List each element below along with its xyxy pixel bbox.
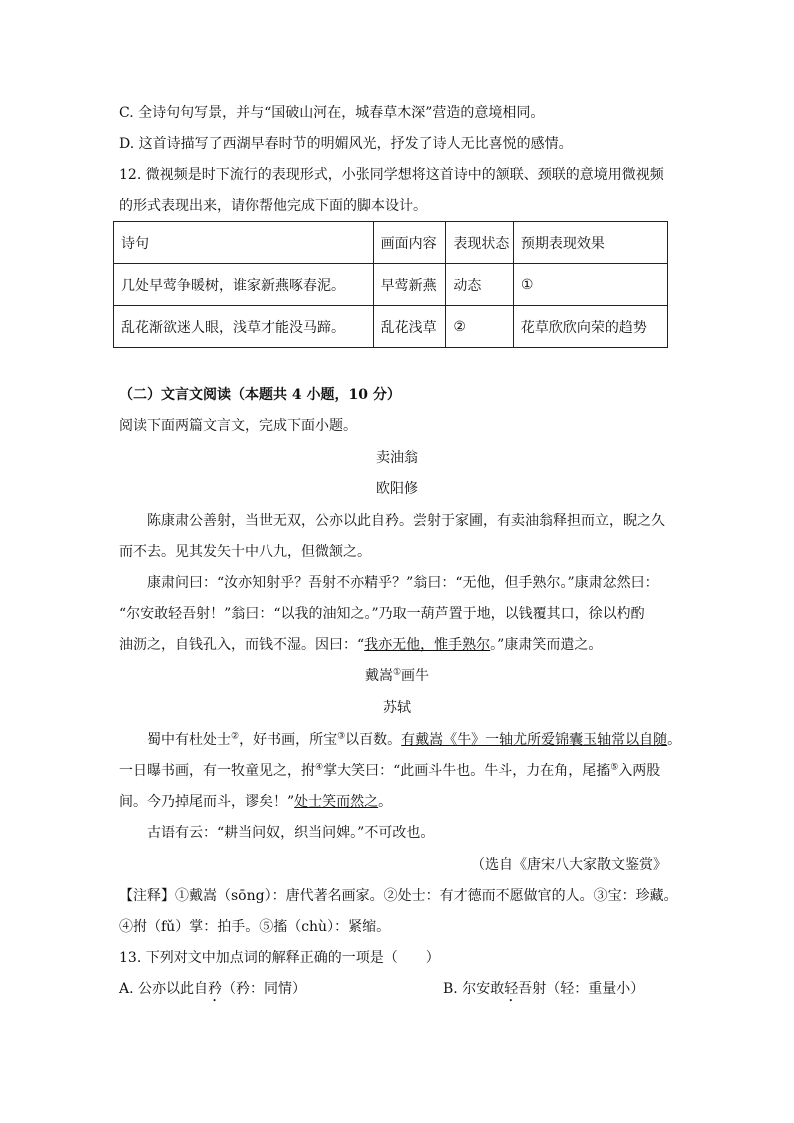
q11-option-d: D. 这首诗描写了西湖早春时节的明媚风光，抒发了诗人无比喜悦的感情。 — [119, 136, 573, 152]
q13-option-a: A. 公亦以此自矜（矜：同情） — [119, 981, 307, 997]
q13-stem: 13. 下列对文中加点词的解释正确的一项是（ ） — [119, 950, 440, 966]
text2-author: 苏轼 — [383, 700, 411, 716]
table-header-cell: 画面内容 — [373, 222, 446, 264]
footnote-marker: ③ — [337, 731, 346, 742]
table-row — [114, 306, 668, 348]
notes-line1: 【注释】①戴嵩（sōng）：唐代著名画家。②处士：有才德而不愿做官的人。③宝：珍藏。 — [119, 888, 678, 904]
footnote-marker: ④ — [315, 762, 324, 773]
text2-paragraph1-line3: 间。今乃掉尾而斗，谬矣！”处士笑而然之。 — [119, 794, 393, 810]
table-cell: 动态 — [446, 264, 514, 306]
underlined-sentence-3: 处士笑而然之 — [294, 794, 379, 810]
text1-paragraph1-line1: 陈康肃公善射，当世无双，公亦以此自矜。尝射于家圃，有卖油翁释担而立，睨之久 — [147, 513, 665, 529]
text2-title: 戴嵩①画牛 — [364, 667, 430, 684]
underlined-sentence-1: 我亦无他，惟手熟尔 — [364, 637, 491, 653]
q12-stem-line1: 12. 微视频是时下流行的表现形式，小张同学想将这首诗中的颔联、颈联的意境用微视频 — [119, 167, 664, 183]
q13-option-b: B. 尔安敢轻吾射（轻：重量小） — [443, 981, 645, 997]
section-instruction: 阅读下面两篇文言文，完成下面小题。 — [119, 418, 357, 434]
text1-author: 欧阳修 — [376, 481, 418, 497]
q11-option-c: C. 全诗句句写景，并与“国破山河在，城春草木深”营造的意境相同。 — [119, 105, 545, 121]
table-header-cell: 表现状态 — [446, 222, 514, 264]
table-cell-blank-1: ① — [513, 264, 667, 306]
text1-paragraph1-line2: 而不去。见其发矢十中八九，但微颔之。 — [119, 544, 371, 560]
table-cell: 花草欣欣向荣的趋势 — [513, 306, 667, 348]
table-cell: 几处早莺争暖树，谁家新燕啄春泥。 — [114, 264, 374, 306]
script-design-table — [113, 221, 668, 348]
text1-title: 卖油翁 — [376, 450, 418, 466]
notes-line2: ④拊（fǔ）掌：拍手。⑤搐（chù）：紧缩。 — [119, 919, 391, 935]
footnote-marker: ⑤ — [610, 762, 619, 773]
table-header-cell: 诗句 — [114, 222, 374, 264]
footnote-marker: ② — [231, 731, 240, 742]
table-cell: 乱花渐欲迷人眼，浅草才能没马蹄。 — [114, 306, 374, 348]
table-row — [114, 264, 668, 306]
section-heading: （二）文言文阅读（本题共 4 小题，10 分） — [119, 387, 401, 403]
text2-paragraph2: 古语有云：“耕当问奴，织当问婢。”不可改也。 — [147, 825, 435, 841]
text1-paragraph2-line3: 油沥之，自钱孔入，而钱不湿。因曰：“我亦无他，惟手熟尔。”康肃笑而遣之。 — [119, 637, 603, 653]
table-header-row — [114, 222, 668, 264]
underlined-sentence-2: 有戴嵩《牛》一轴尤所爱锦囊玉轴常以自随 — [401, 732, 668, 748]
dotted-word: 轻 — [504, 981, 519, 997]
text2-paragraph1-line1: 蜀中有杜处士②，好书画，所宝③以百数。有戴嵩《牛》一轴尤所爱锦囊玉轴常以自随。 — [147, 731, 682, 748]
table-header-cell: 预期表现效果 — [513, 222, 667, 264]
text2-source: （选自《唐宋八大家散文鉴赏》 — [471, 857, 667, 873]
dotted-word: 矜 — [208, 981, 223, 997]
table-cell: 早莺新燕 — [373, 264, 446, 306]
table-cell-blank-2: ② — [446, 306, 514, 348]
text1-paragraph2-line2: “尔安敢轻吾射！”翁曰：“以我的油知之。”乃取一葫芦置于地，以钱覆其口，徐以杓酌 — [119, 606, 645, 622]
q12-stem-line2: 的形式表现出来，请你帮他完成下面的脚本设计。 — [119, 198, 427, 214]
text2-paragraph1-line2: 一日曝书画，有一牧童见之，拊④掌大笑曰：“此画斗牛也。牛斗，力在角，尾搐⑤入两股 — [119, 762, 661, 779]
text1-paragraph2-line1: 康肃问曰：“汝亦知射乎？吾射不亦精乎？”翁曰：“无他，但手熟尔。”康肃忿然曰： — [147, 575, 659, 591]
table-cell: 乱花浅草 — [373, 306, 446, 348]
footnote-marker: ① — [392, 667, 402, 678]
